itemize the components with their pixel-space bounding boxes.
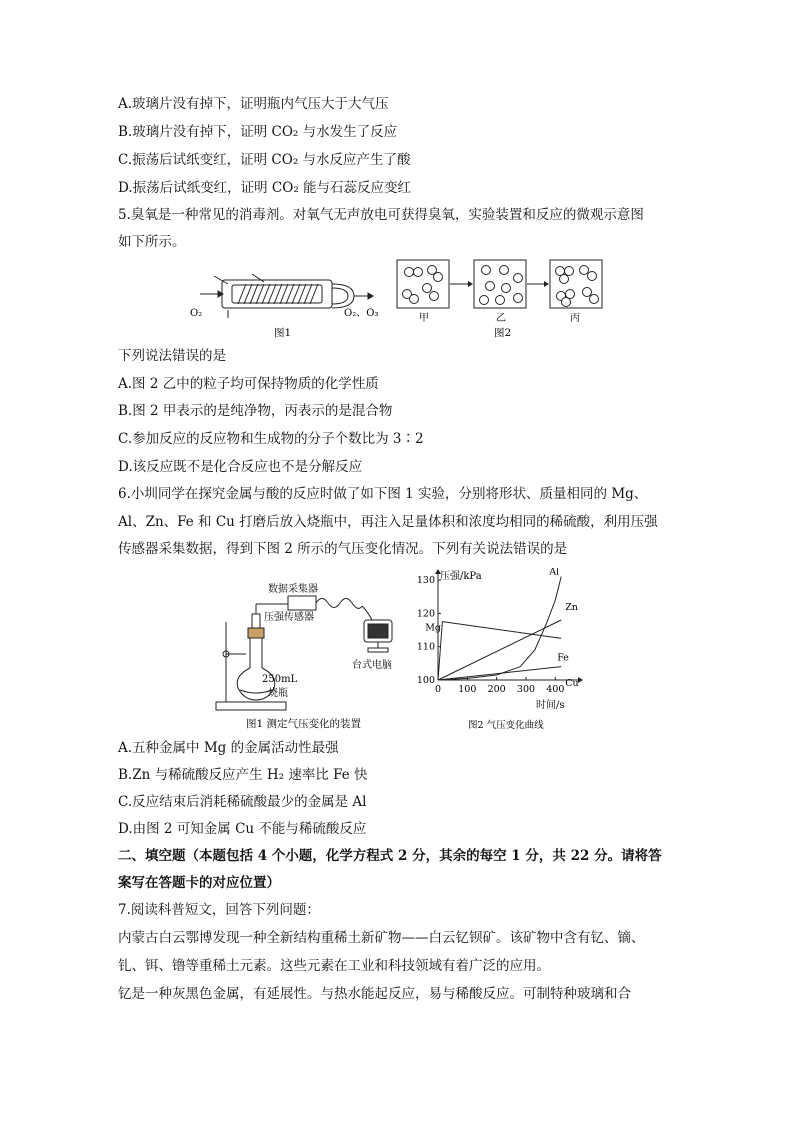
q5-stem-line1: 5.臭氧是一种常见的消毒剂。对氧气无声放电可获得臭氧，实验装置和反应的微观示意图: [118, 207, 644, 223]
q5-fig2-caption: 图2: [494, 327, 512, 339]
chart-y-tick-label: 130: [416, 575, 435, 586]
q5-fig1-input-label: O₂: [190, 308, 203, 319]
q5-figure2-micro-diagram: [394, 258, 612, 340]
q6-option-a: A.五种金属中 Mg 的金属活动性最强: [118, 740, 339, 756]
q5-question: 下列说法错误的是: [118, 348, 226, 364]
chart-series-label-mg: Mg: [425, 622, 442, 634]
q5-option-a: A.图 2 乙中的粒子均可保持物质的化学性质: [118, 376, 379, 392]
q5-fig2-box-yi: 乙: [496, 313, 506, 324]
chart-y-tick-label: 120: [416, 608, 435, 620]
chart-y-tick-label: 110: [416, 641, 435, 653]
q4-option-c: C.振荡后试纸变红，证明 CO₂ 与水反应产生了酸: [118, 152, 411, 168]
q5-fig1-caption: 图1: [274, 327, 292, 339]
q6-fig1-collector-label: 数据采集器: [268, 584, 318, 595]
q5-fig1-output-label: O₂、O₃: [344, 308, 378, 319]
q6-figure1-apparatus: [212, 582, 402, 732]
q7-paragraph-line1: 内蒙古白云鄂博发现一种全新结构重稀土新矿物——白云钇钡矿。该矿物中含有钇、镝、: [118, 930, 645, 946]
chart-x-tick-label: 200: [487, 684, 506, 695]
q6-stem-line2: Al、Zn、Fe 和 Cu 打磨后放入烧瓶中，再注入足量体积和浓度均相同的稀硫酸，利用压强: [118, 514, 658, 530]
chart-y-tick-label: 100: [416, 675, 435, 686]
q4-option-b: B.玻璃片没有掉下，证明 CO₂ 与水发生了反应: [118, 124, 398, 140]
q6-fig1-volume-label: 250mL: [262, 674, 298, 685]
q5-fig2-box-jia: 甲: [419, 313, 429, 324]
q6-fig1-caption: 图1 测定气压变化的装置: [246, 718, 362, 730]
q5-option-b: B.图 2 甲表示的是纯净物，丙表示的是混合物: [118, 403, 393, 419]
q5-figure1-ozone-generator: [188, 266, 378, 342]
q5-option-d: D.该反应既不是化合反应也不是分解反应: [118, 459, 363, 475]
q7-paragraph-line2: 钆、铒、镥等重稀土元素。这些元素在工业和科技领域有着广泛的应用。: [118, 958, 550, 974]
chart-x-tick-label: 100: [458, 684, 477, 695]
q6-stem-line1: 6.小圳同学在探究金属与酸的反应时做了如下图 1 实验，分别将形状、质量相同的 Mg、: [118, 486, 648, 502]
q6-stem-line3: 传感器采集数据，得到下图 2 所示的气压变化情况。下列有关说法错误的是: [118, 541, 568, 557]
q6-option-d: D.由图 2 可知金属 Cu 不能与稀硫酸反应: [118, 821, 367, 837]
q5-option-c: C.参加反应的反应物和生成物的分子个数比为 3∶2: [118, 431, 424, 447]
chart-series-label-fe: Fe: [557, 652, 569, 664]
chart-x-tick-label: 400: [546, 684, 565, 695]
q6-figure2-pressure-chart: [414, 568, 594, 734]
q7-stem: 7.阅读科普短文，回答下列问题：: [118, 902, 320, 918]
q6-option-b: B.Zn 与稀硫酸反应产生 H₂ 速率比 Fe 快: [118, 767, 368, 783]
q7-paragraph-line3: 钇是一种灰黑色金属，有延展性。与热水能起反应，易与稀酸反应。可制特种玻璃和合: [118, 986, 631, 1002]
q6-fig1-flask-label: 烧瓶: [268, 688, 288, 699]
q5-fig2-box-bing: 丙: [570, 313, 580, 324]
q4-option-d: D.振荡后试纸变红，证明 CO₂ 能与石蕊反应变红: [118, 180, 412, 196]
q6-option-c: C.反应结束后消耗稀硫酸最少的金属是 Al: [118, 794, 367, 810]
chart-x-arrow: [578, 677, 583, 683]
chart-series-al: [438, 577, 561, 680]
chart-x-tick-label: 300: [516, 684, 536, 695]
chart-y-axis-label: 压强/kPa: [440, 571, 482, 582]
chart-series-label-al: Al: [549, 568, 560, 578]
q6-fig1-sensor-label: 压强传感器: [264, 612, 314, 623]
chart-series-label-cu: Cu: [565, 678, 579, 689]
section2-heading-line2: 案写在答题卡的对应位置）: [118, 875, 280, 891]
q5-stem-line2: 如下所示。: [118, 234, 186, 250]
chart-x-tick-label: 0: [434, 684, 442, 695]
chart-x-axis-label: 时间/s: [536, 700, 565, 711]
q6-fig2-caption: 图2 气压变化曲线: [468, 720, 544, 731]
q6-fig1-computer-label: 台式电脑: [352, 660, 392, 671]
section2-heading-line1: 二、填空题（本题包括 4 个小题，化学方程式 2 分，其余的每空 1 分，共 22 分。请将答: [118, 848, 662, 864]
q4-option-a: A.玻璃片没有掉下，证明瓶内气压大于大气压: [118, 96, 389, 112]
chart-series-label-zn: Zn: [565, 602, 578, 613]
chart-series-fe: [438, 667, 561, 680]
chart-series-zn: [438, 620, 561, 680]
